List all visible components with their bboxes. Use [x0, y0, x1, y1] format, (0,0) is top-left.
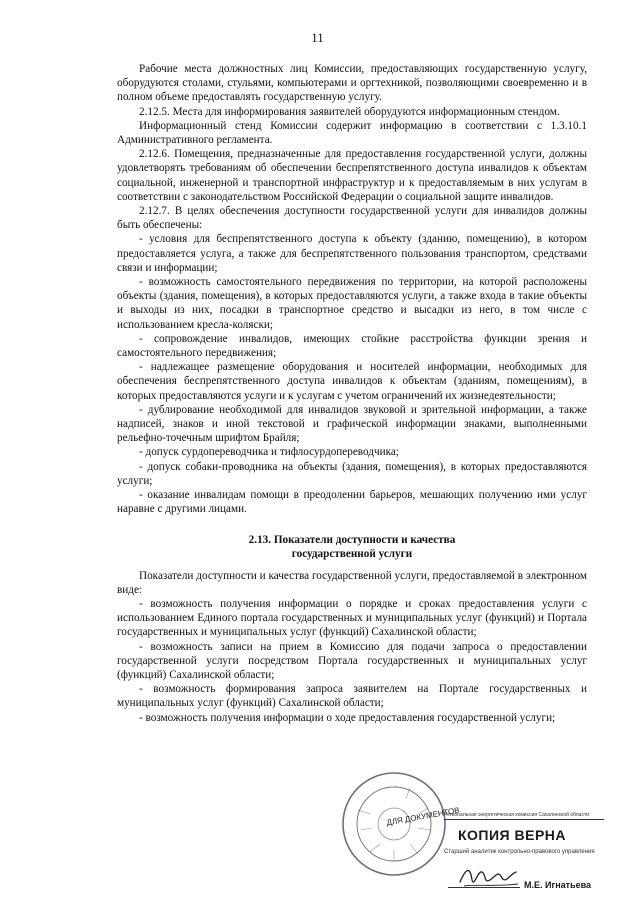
list-item: - возможность получения информации о ходе предоставления государственной услуги;	[139, 711, 556, 724]
page-number: 11	[311, 30, 324, 45]
certification-stamp	[444, 812, 624, 904]
paragraph: 2.12.7. В целях обеспечения доступности государственной услуги для инвалидов должны быть обеспечены:	[117, 205, 587, 232]
list-item: - сопровождение инвалидов, имеющих стойкие расстройства функции зрения и самостоятельного передвижения;	[117, 332, 587, 360]
paragraph: 2.12.5. Места для информирования заявителей оборудуются информационным стендом.	[139, 105, 560, 118]
list-item: - условия для беспрепятственного доступа к объекту (зданию, помещению), в котором предоставляется услуга, а также для беспрепятственного пользования транспортом, средствами связи и информации;	[117, 233, 587, 274]
heading-line-1: 2.13. Показатели доступности и качества	[248, 533, 456, 546]
section-2-13-text	[117, 569, 587, 725]
heading-line-2: государственной услуги	[291, 547, 413, 560]
copy-true-label: КОПИЯ ВЕРНА	[458, 827, 567, 843]
paragraph: Информационный стенд Комиссии содержит информацию в соответствии с 1.3.10.1 Административного регламента.	[117, 119, 587, 147]
signer-position: Старший аналитик контрольно-правового управления	[444, 849, 595, 855]
list-item: - возможность получения информации о порядке и сроках предоставления услуги с использованием Единого портала государственных и муниципальных услуг (функций) и Портала государственных и муниципальных услуг (функций) Сахалинской области;	[117, 597, 587, 639]
stamp-organization: Региональная энергетическая комиссия Сахалинской области	[444, 812, 604, 820]
list-item: - оказание инвалидам помощи в преодолении барьеров, мешающих получению ими услуг наравне с другими лицами.	[117, 489, 587, 516]
list-item: - возможность записи на прием в Комиссию для подачи запроса о предоставлении государственной услуги посредством Портала государственных и муниципальных услуг (функций) Сахалинской области;	[117, 640, 587, 681]
list-item: - возможность самостоятельного передвижения по территории, на которой расположены объекты (здания, помещения), в которых предоставляются услуги, а также входа в такие объекты и выходы из них, посадки в транспортное средство и высадки из него, в том числе с использованием кресла-коляски;	[117, 276, 587, 331]
list-item: - дублирование необходимой для инвалидов звуковой и зрительной информации, а также надписей, знаков и иной текстовой и графической информации знаками, выполненными рельефно-точечным шрифтом Брайля;	[117, 403, 587, 445]
list-item: - надлежащее размещение оборудования и носителей информации, необходимых для обеспечения беспрепятственного доступа инвалидов к объектам (зданиям, помещениям), в которых предоставляются услуги и к услугам с учетом ограничений их жизнедеятельности;	[117, 361, 587, 402]
signer-name: М.Е. Игнатьева	[524, 880, 592, 890]
section-2-13-heading	[117, 533, 587, 561]
paragraph: Показатели доступности и качества государственной услуги, предоставляемой в электронном виде:	[117, 569, 587, 596]
for-documents-stamp: ДЛЯ ДОКУМЕНТОВ	[385, 805, 461, 828]
list-item: - допуск собаки-проводника на объекты (здания, помещения), в которых предоставляются услуги;	[117, 460, 587, 487]
list-item: - возможность формирования запроса заявителем на Портале государственных и муниципальных услуг (функций) Сахалинской области;	[117, 683, 587, 710]
paragraph: Рабочие места должностных лиц Комиссии, предоставляющих государственную услугу, оборудуются столами, стульями, компьютерами и оргтехникой, позволяющими своевременно и в полном объеме предоставлять государственную услугу.	[117, 63, 587, 104]
section-2-12-text	[117, 62, 587, 517]
signature-line	[448, 887, 520, 888]
document-body	[117, 62, 587, 725]
list-item: - допуск сурдопереводчика и тифлосурдопереводчика;	[139, 446, 399, 459]
paragraph: 2.12.6. Помещения, предназначенные для предоставления государственной услуги, должны удовлетворять требованиям об обеспечении беспрепятственного доступа инвалидов к объектам социальной, инженерной и транспортной инфраструктур и к предоставляемым в них услугам в соответствии с законодательством Российской Федерации о социальной защите инвалидов.	[117, 148, 587, 203]
